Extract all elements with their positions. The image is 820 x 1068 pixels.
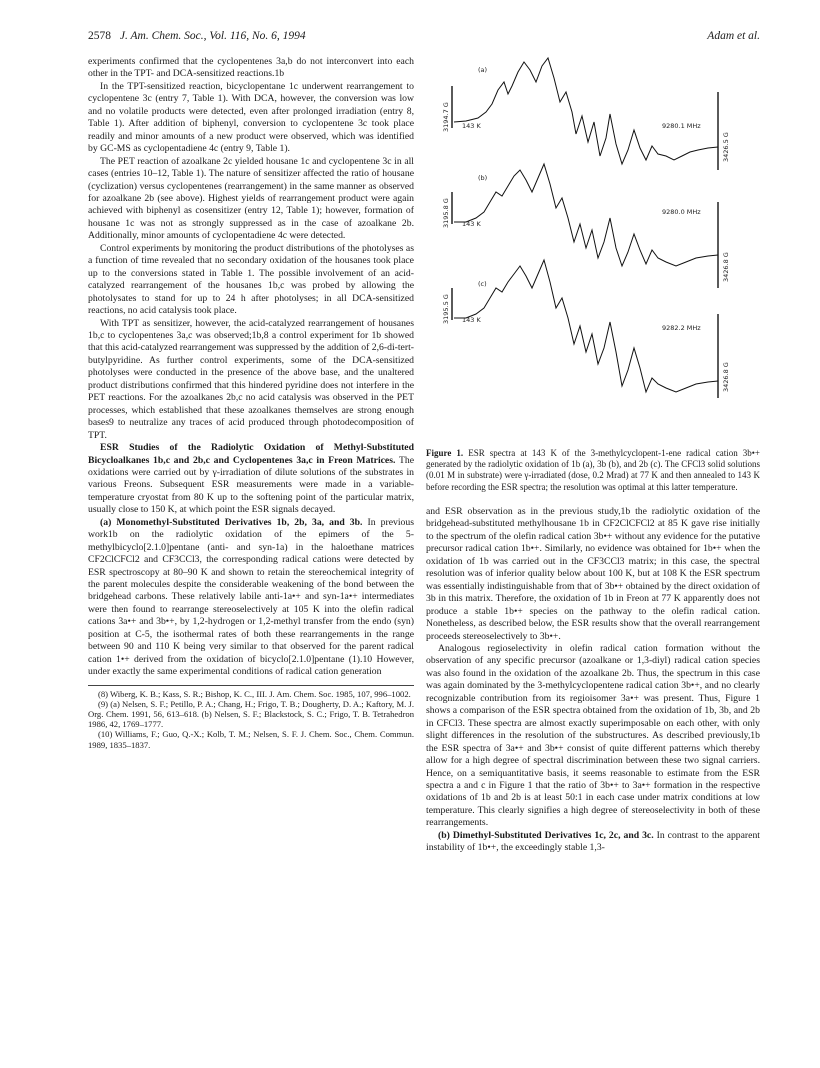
temp-label-b: 143 K	[462, 220, 481, 228]
freq-label-b: 9280.0 MHz	[662, 208, 701, 216]
freq-label-c: 9282.2 MHz	[662, 324, 701, 332]
section-paragraph	[88, 442, 414, 517]
subsection-heading: (a) Monomethyl-Substituted Derivatives 1b, 2b, 3a, and 3b.	[100, 516, 363, 528]
caption-text: ESR spectra at 143 K of the 3-methylcyclopent-1-ene radical cation 3b•+ generated by the radiolytic oxidation of 1b (a), 3b (b), and 2b (c). The CFCl3 solid solutions (0.01 M in substrate) were γ-irradiated (dose, 0.2 Mrad) at 77 K and then annealed to 143 K before recording the ESR spectra; the resolution was optimal at this latter temperature.	[426, 448, 761, 492]
paragraph: Analogous regioselectivity in olefin radical cation formation without the observation of any specific precursor (azoalkane or 1,3-diyl) radical cation species was also found in the oxidation of the azoalkane 2b. Thus, the spectrum in this case was again dominated by the 3-methylcyclopentene radical cation 3b•+, and no clearly recognizable contribution from its regioisomer 3a•+ was present. Thus, Figure 1 shows a comparison of the ESR spectra obtained from the oxidation of 1b, 3b, and 2b in CFCl3. These spectra are almost exactly superimposable on each other, with only slight differences in the resolution of the substructures. As described previously,1b the ESR spectra of 3a•+ and 3b•+ consist of quite different patterns which thereby allow for a high degree of spectral discrimination between these two signal carriers. Hence, on a semiquantitative basis, it seems reasonable to estimate from the ESR spectra a and c in Figure 1 that the ratio of 3b•+ to 3a•+ formation in the respective oxidations of 1b and 2b is at least 50:1 in each case under matrix conditions at low temperature. This clearly signifies a high degree of stereoselectivity in both of these rearrangements.	[426, 642, 760, 829]
temp-label-a: 143 K	[462, 122, 481, 130]
figure-caption	[426, 448, 760, 493]
subsection-paragraph	[426, 830, 760, 855]
paragraph-text: In previous work1b on the radiolytic oxidation of the epimers of the 5-methylbicyclo[2.1.0]pentane (anti- and syn-1a) in the haloethane matrices CF2ClCFCl2 and CF3CCl3, the corresponding radical cations were detected by ESR spectroscopy at 80–90 K and shown to retain the stereochemical integrity of the parent molecules despite the considerable weakening of the bond between the bridgehead carbons. These relatively labile anti-1a•+ and syn-1a•+ intermediates were then found to rearrange stereoselectively at 105 K into the olefin radical cations 3a•+ and 3b•+, by 1,2-hydrogen or 1,2-methyl transfer from the endo (syn) position at C-5, the isothermal rates of both these rearrangements in the range between 90 and 110 K being very similar to that observed for the parent radical cation 1•+ derived from the oxidation of bicyclo[2.1.0]pentane (1).10 However, under exactly the same experimental conditions of radical cation generation	[88, 516, 414, 678]
paragraph: In the TPT-sensitized reaction, bicyclopentane 1c underwent rearrangement to cyclopentene 3c (entry 7, Table 1). With DCA, however, the conversion was low and no volatile products were detected, even after prolonged irradiation (entry 8, Table 1). After addition of biphenyl, conversion to cyclopentene 3c took place readily and minor amounts of a new product were observed, which was identified by GC-MS as cyclopentadiene 4c (entry 9, Table 1).	[88, 80, 414, 155]
paragraph-text: The oxidations were carried out by γ-irradiation of dilute solutions of the substrates in various Freons. Subsequent ESR measurements were made in a variable-temperature cryostat from 80 K up to the softening point of the particular matrix, usually close to 150 K, at which point the ESR signals decayed.	[88, 454, 414, 516]
freq-label-a: 9280.1 MHz	[662, 122, 701, 130]
low-field-label-c: 3195.5 G	[442, 294, 450, 324]
subsection-paragraph	[88, 517, 414, 679]
temp-label-c: 143 K	[462, 316, 481, 324]
journal-citation: J. Am. Chem. Soc., Vol. 116, No. 6, 1994	[119, 30, 306, 42]
footnotes	[88, 685, 414, 750]
running-header	[88, 30, 760, 46]
footnote: (9) (a) Nelsen, S. F.; Petillo, P. A.; Chang, H.; Frigo, T. B.; Dougherty, D. A.; Kaftory, M. J. Org. Chem. 1991, 56, 613–618. (b) Nelsen, S. F.; Blackstock, S. C.; Frigo, T. B. Tetrahedron 1986, 42, 1769–1777.	[88, 698, 414, 730]
paragraph: and ESR observation as in the previous study,1b the radiolytic oxidation of the bridgehead-substituted methylhousane 1b in CF2ClCFCl2 at 85 K gave rise initially to the spectrum of the olefin radical cation 3b•+ without any evidence for the putative precursor radical cation 1b•+. Similarly, no evidence was obtained for 1b•+ when the oxidation of 1b was carried out in the CF3CCl3 matrix; in this case, the spectral resolution was of inferior quality below about 100 K, but at 108 K the ESR spectrum was essentially indistinguishable from that of 3b•+ obtained by the direct oxidation of 3b in this matrix. Therefore, the oxidation of 1b in Freon at 77 K apparently does not produce a stable 1b•+ species on the pathway to the olefin radical cation. Nonetheless, as described below, the ESR results show that the overall rearrangement proceeds stereoselectively to 3b•+.	[426, 506, 760, 642]
panel-label-c: (c)	[478, 280, 487, 288]
paragraph-text: In contrast to the apparent instability of 1b•+, the exceedingly stable 1,3-	[426, 829, 760, 854]
paragraph: With TPT as sensitizer, however, the acid-catalyzed rearrangement of housanes 1b,c to cyclopentenes 3a,c was observed;1b,8 a control experiment for 1b showed that this acid-catalyzed rearrangement was suppressed by the addition of 2,6-di-tert-butylpyridine. As further control experiments, some of the DCA-sensitized photolyses were conducted in the presence of the above base, and the unaltered product distributions confirmed that this hindered pyridine does not interfere in the PET reactions. For the azoalkanes 2b,c no acid catalysis was observed in the PET processes, which established that these azoalkanes themselves are strong enough bases9 to neutralize any traces of acid produced through photodecomposition of TPT.	[88, 317, 414, 441]
high-field-label-a: 3426.5 G	[722, 132, 730, 162]
left-column	[88, 56, 414, 1016]
subsection-heading: (b) Dimethyl-Substituted Derivatives 1c, 2c, and 3c.	[438, 829, 654, 841]
header-left	[88, 30, 306, 42]
low-field-label-a: 3194.7 G	[442, 102, 450, 132]
low-field-label-b: 3195.8 G	[442, 198, 450, 228]
esr-spectra-figure	[426, 52, 760, 447]
panel-label-a: (a)	[478, 66, 488, 74]
paragraph: The PET reaction of azoalkane 2c yielded housane 1c and cyclopentene 3c in all cases (entries 10–12, Table 1). The nature of sensitizer affected the ratio of housane (cyclization) versus cyclopentenes (rearrangement) in the same manner as observed for azoalkane 2b (see above). Highest yields of rearrangement product were again achieved with biphenyl as cosensitizer (entry 12, Table 1); however, formation of housane 1c was not as strongly suppressed as in the case of azoalkane 2b. Additionally, minor amounts of cyclopentadiene 4c were detected.	[88, 155, 414, 242]
spectrum-trace-a	[454, 58, 718, 164]
paragraph: Control experiments by monitoring the product distributions of the photolyses as a function of time revealed that no secondary oxidation of the housanes took place up to the conversions stated in Table 1. The possible involvement of an acid-catalyzed rearrangement of the housanes 1b,c was probed by allowing the photolysates to stand for up to 24 h after photolyses; in all DCA-sensitized reactions, no acid catalysis took place.	[88, 242, 414, 317]
caption-label: Figure 1.	[426, 448, 464, 458]
footnote: (8) Wiberg, K. B.; Kass, S. R.; Bishop, K. C., III. J. Am. Chem. Soc. 1985, 107, 996–1002.	[98, 688, 411, 699]
section-heading: ESR Studies of the Radiolytic Oxidation of Methyl-Substituted Bicycloalkanes 1b,c and 2b,c and Cyclopentenes 3a,c in Freon Matrices.	[88, 442, 414, 466]
panel-label-b: (b)	[478, 174, 488, 182]
high-field-label-c: 3426.8 G	[722, 362, 730, 392]
page-number: 2578	[88, 30, 111, 42]
high-field-label-b: 3426.8 G	[722, 252, 730, 282]
figure-1	[426, 52, 760, 447]
footnote: (10) Williams, F.; Guo, Q.-X.; Kolb, T. M.; Nelsen, S. F. J. Chem. Soc., Chem. Commun. 1989, 1835–1837.	[88, 729, 414, 750]
right-column	[426, 506, 760, 1006]
paragraph: experiments confirmed that the cyclopentenes 3a,b do not interconvert into each other in the TPT- and DCA-sensitized reactions.1b	[88, 56, 414, 80]
header-authors: Adam et al.	[707, 30, 760, 42]
